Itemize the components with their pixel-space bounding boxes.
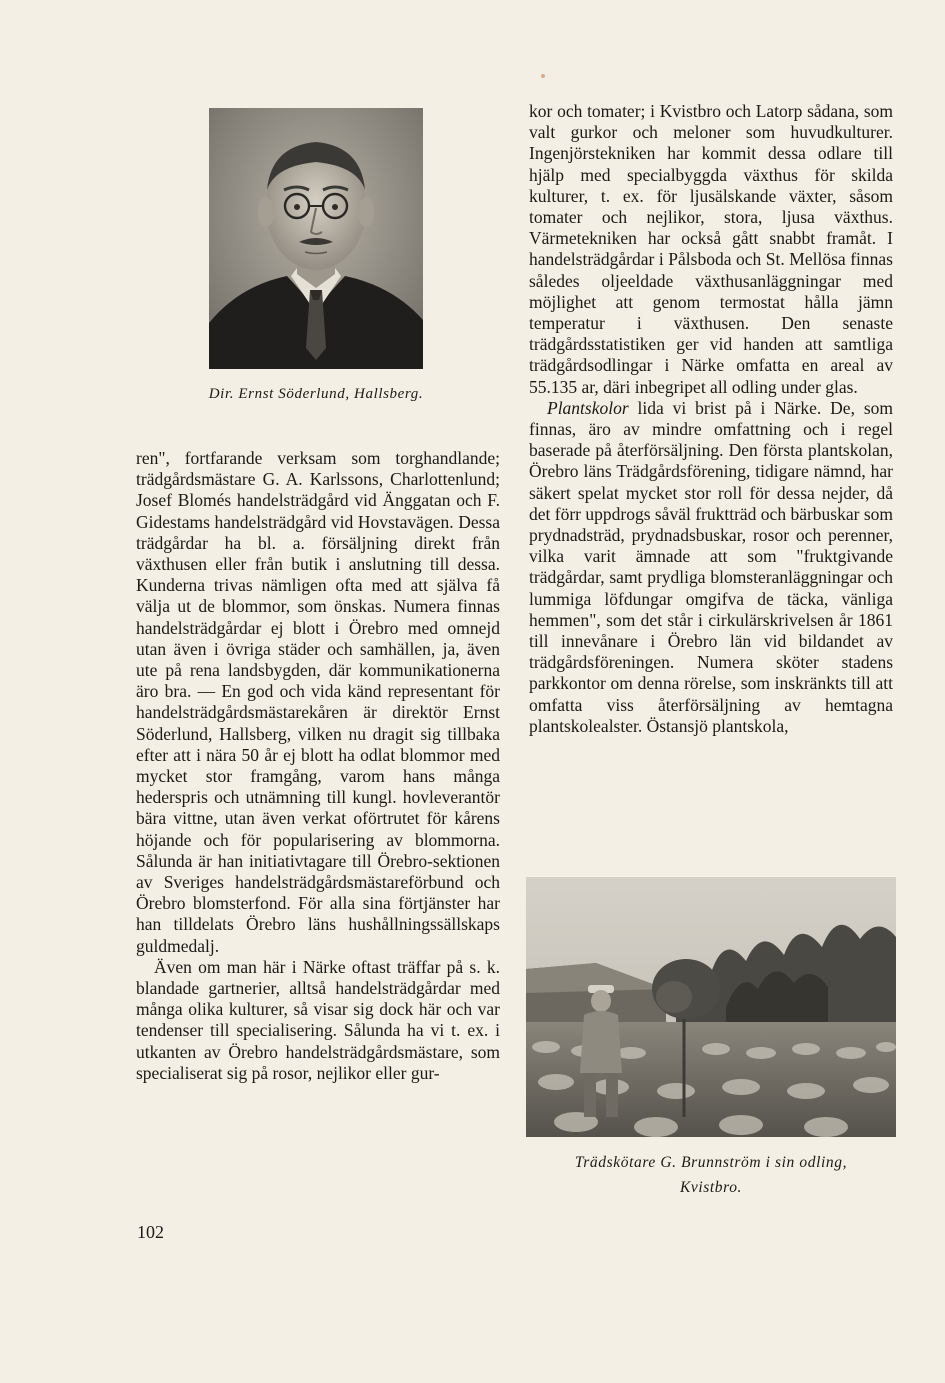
right-column — [529, 101, 893, 737]
page-number: 102 — [137, 1222, 164, 1242]
portrait-photo — [209, 108, 423, 369]
portrait-illustration — [209, 108, 423, 369]
garden-caption — [540, 1150, 882, 1200]
plantskolor-lead: Plantskolor — [547, 397, 629, 418]
right-paragraph-2 — [529, 398, 893, 737]
garden-illustration — [526, 877, 896, 1137]
portrait-caption: Dir. Ernst Söderlund, Hallsberg. — [208, 386, 424, 402]
paper-speck — [541, 74, 545, 78]
garden-caption-line-1: Trädskötare G. Brunnström i sin odling, — [574, 1154, 848, 1171]
garden-photo — [526, 877, 896, 1137]
left-column — [136, 448, 500, 1084]
left-paragraph-1: ren", fortfarande verksam som torghandlande; trädgårdsmästare G. A. Karlssons, Charlottenlund; Josef Blomés handelsträdgård vid Änggatan och F. Gidestams handelsträdgård vid Hovstavägen. Dessa trädgårdar ha bl. a. försäljning direkt från växthusen eller från butik i anslutning till dessa. Kunderna trivas nämligen ofta med att själva få välja ut de blommor, som önskas. Numera finnas handelsträdgårdar ej blott i Örebro med omnejd utan även i övriga städer och samhällen, ja, även ute på rena landsbygden, där kommunikationerna äro bra. — En god och vida känd representant för handelsträdgårdsmästarekåren är direktör Ernst Söderlund, Hallsberg, vilken nu dragit sig tillbaka efter att i nära 50 år ej blott ha odlat blommor med mycket stor framgång, varom hans många hederspris och utnämning till kungl. hovleverantör bära vittne, utan även verkat oförtrutet för kårens höjande och för popularisering av blommorna. Sålunda är han initiativtagare till Örebro-sektionen av Sveriges handelsträdgårdsmästareförbund och Örebro blomsterfond. För alla sina förtjänster har han tilldelats Örebro läns hushållningssällskaps guldmedalj. — [136, 448, 500, 956]
right-paragraph-2-body: lida vi brist på i Närke. De, som finnas, äro av mindre omfattning och i regel baserade på återförsäljning. Den första plantskolan, Örebro läns Trädgårdsförening, tidigare nämnd, har säkert spelat mycket stor roll för dessa nejder, då det förr uppdrogs såväl fruktträd och bärbuskar som prydnadsträd, prydnadsbuskar, rosor och perenner, vilka varit ämnade att som "fruktgivande trädgårdar, samt prydliga blomsteranläggningar och lummiga löfdungar omgifva de täcka, vänliga hemmen", som det står i cirkulärskrivelsen år 1861 till innevånare i Örebro län vid bildandet av trädgårdsföreningen. Numera sköter stadens parkkontor om denna rörelse, som inskränkts till att omfatta viss återförsäljning av hemtagna plantskolealster. Östansjö plantskola, — [529, 397, 893, 736]
right-paragraph-1: kor och tomater; i Kvistbro och Latorp sådana, som valt gurkor och meloner som huvudkulturer. Ingenjörstekniken har kommit dessa odlare till hjälp med specialbyggda växthus för skilda kulturer, t. ex. för ljusälskande växter, såsom tomater och nejlikor, stora, ljusa växthus. Värmetekniken har också gått snabbt framåt. I handelsträdgårdar i Pålsboda och St. Mellösa finnas således oljeeldade växthusanläggningar med möjlighet att genom termostat hålla jämn temperatur i växthusen. Den senaste trädgårdsstatistiken ger vid handen att samtliga trädgårdsodlingar i Närke omfatta en areal av 55.135 ar, däri inbegripet all odling under glas. — [529, 101, 893, 397]
left-paragraph-2: Även om man här i Närke oftast träffar på s. k. blandade gartnerier, alltså handelsträdgårdar med många olika kulturer, så visar sig dock här och var tendenser till specialisering. Sålunda ha vi t. ex. i utkanten av Örebro handelsträdgårdsmästare, som specialiserat sig på rosor, nejlikor eller gur- — [136, 956, 500, 1083]
garden-caption-line-2: Kvistbro. — [679, 1179, 743, 1196]
